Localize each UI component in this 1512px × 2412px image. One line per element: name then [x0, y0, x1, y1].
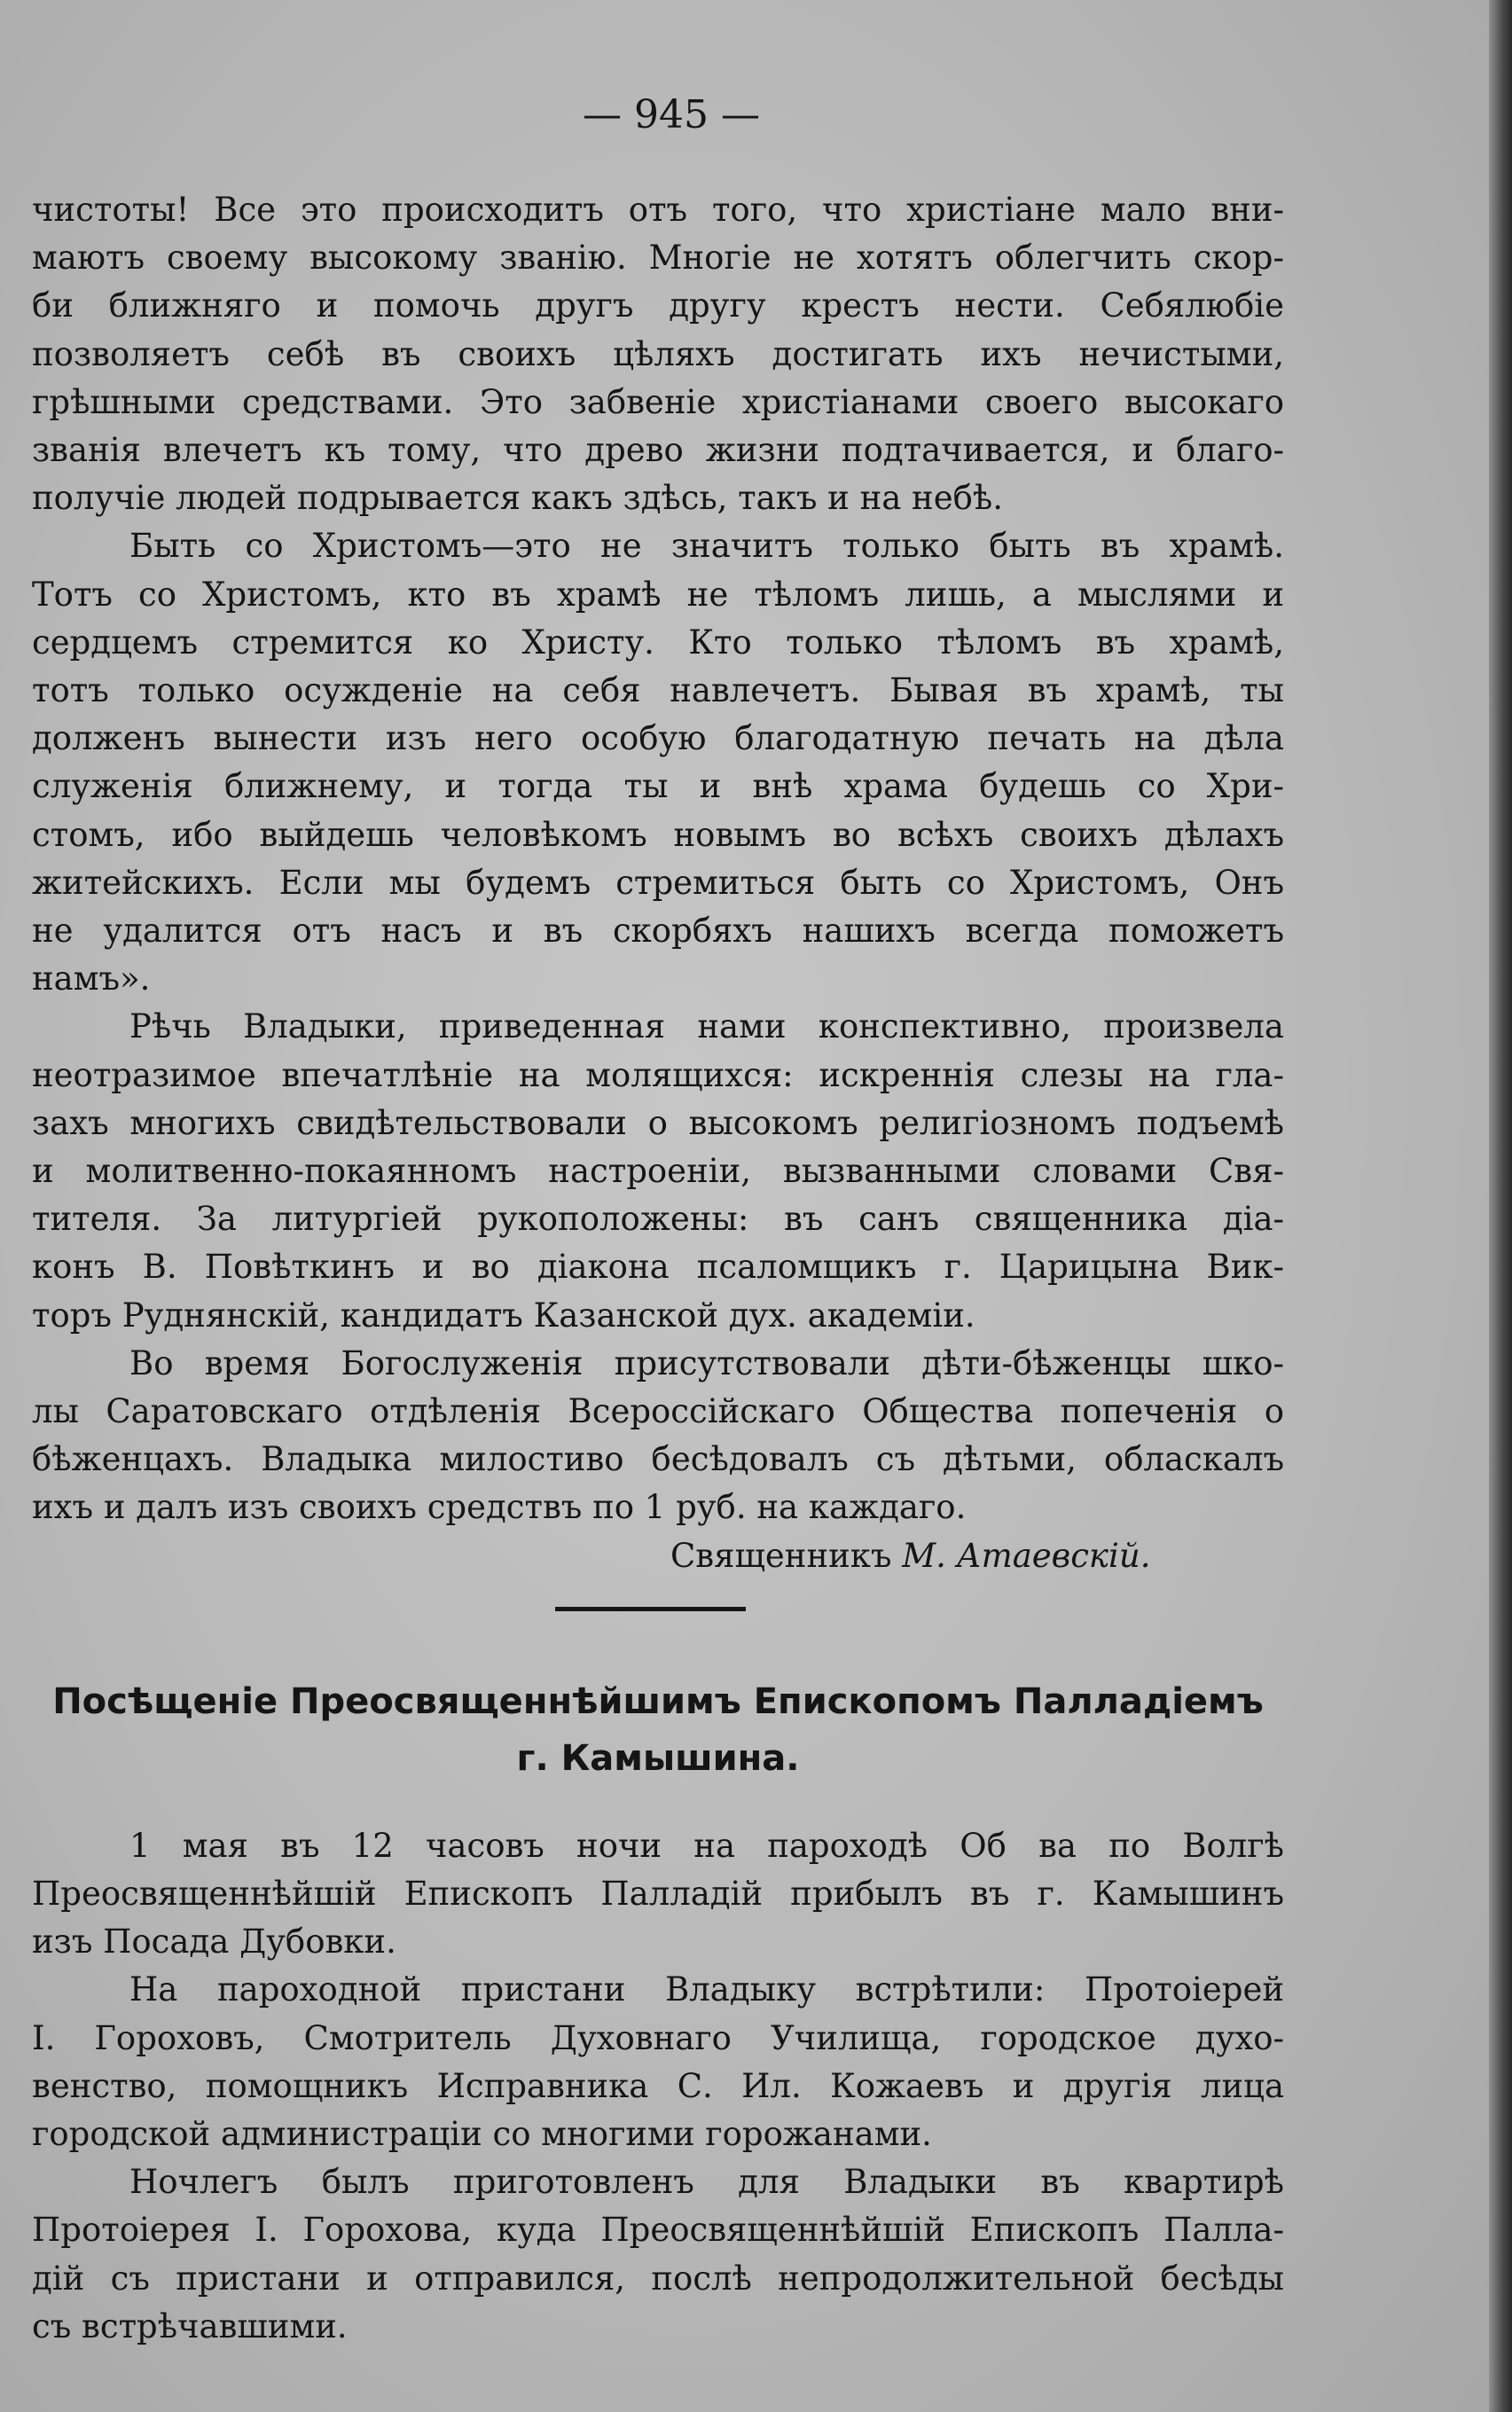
text-line: би ближняго и помочь другъ другу крестъ нести. Себялюбiе — [32, 286, 1284, 325]
text-line: городской администрацiи со многими горожанами. — [32, 2114, 932, 2153]
page-number: — 945 — — [583, 92, 760, 137]
article-title — [32, 1673, 1284, 1787]
article-title-line: Посѣщенiе Преосвященнѣйшимъ Епископомъ Палладiемъ — [52, 1680, 1264, 1722]
paragraph — [32, 186, 1284, 522]
paragraph — [32, 1966, 1284, 2158]
text-line: долженъ вынести изъ него особую благодатную печать на дѣла — [32, 719, 1284, 758]
signature — [32, 1532, 1284, 1580]
text-line: лы Саратовскаго отдѣленiя Всероссiйскаго Общества попеченiя о — [32, 1392, 1284, 1431]
text-line: и молитвенно-покаянномъ настроенiи, вызванными словами Свя- — [32, 1152, 1284, 1191]
text-line: Преосвященнѣйшiй Епископъ Палладiй прибылъ въ г. Камышинъ — [32, 1874, 1284, 1913]
paragraph — [32, 1003, 1284, 1339]
paragraph — [32, 1822, 1284, 1967]
page-content — [32, 89, 1284, 2351]
signature-title: Священникъ — [670, 1536, 892, 1575]
page-edge-shadow — [1489, 0, 1512, 2412]
paragraph — [32, 1340, 1284, 1532]
text-line: намъ». — [32, 959, 151, 998]
text-line: позволяетъ себѣ въ своихъ цѣляхъ достигать ихъ нечистыми, — [32, 334, 1284, 373]
article-continuation — [32, 186, 1284, 1532]
text-line: дiй съ пристани и отправился, послѣ непродолжительной бесѣды — [32, 2259, 1284, 2298]
text-line: венство, помощникъ Исправника С. Ил. Кожаевъ и другiя лица — [32, 2066, 1284, 2105]
text-line: тителя. За литургiей рукоположены: въ санъ священника дiа- — [32, 1200, 1284, 1239]
text-line: Протоiерея I. Горохова, куда Преосвященнѣйшiй Епископъ Палла- — [32, 2211, 1284, 2250]
text-line: Рѣчь Владыки, приведенная нами конспективно, произвела — [129, 1007, 1284, 1046]
text-line: Быть со Христомъ—это не значитъ только быть въ храмѣ. — [129, 527, 1284, 566]
text-line: званiя влечетъ къ тому, что древо жизни подтачивается, и благо- — [32, 431, 1284, 470]
paragraph — [32, 522, 1284, 1003]
text-line: маютъ своему высокому званiю. Многiе не хотятъ облегчить скор- — [32, 239, 1284, 278]
signature-author: М. Атаевскiй. — [902, 1536, 1151, 1575]
text-line: I. Гороховъ, Смотритель Духовнаго Училища, городское духо- — [32, 2018, 1284, 2057]
text-line: грѣшными средствами. Это забвенiе христiанами своего высокаго — [32, 382, 1284, 421]
text-line: конъ В. Повѣткинъ и во дiакона псаломщикъ г. Царицына Вик- — [32, 1248, 1284, 1287]
text-line: ихъ и далъ изъ своихъ средствъ по 1 руб. на каждаго. — [32, 1488, 967, 1527]
text-line: 1 мая въ 12 часовъ ночи на пароходѣ Об ва по Волгѣ — [129, 1826, 1284, 1865]
text-line: Ночлегъ былъ приготовленъ для Владыки въ квартирѣ — [129, 2163, 1284, 2202]
text-line: не удалится отъ насъ и въ скорбяхъ нашихъ всегда поможетъ — [32, 912, 1284, 951]
text-line: Тотъ со Христомъ, кто въ храмѣ не тѣломъ лишь, а мыслями и — [32, 575, 1284, 614]
text-line: неотразимое впечатлѣнiе на молящихся: искреннiя слезы на гла- — [32, 1055, 1284, 1094]
text-line: На пароходной пристани Владыку встрѣтили: Протоiерей — [129, 1970, 1284, 2009]
text-line: бѣженцахъ. Владыка милостиво бесѣдовалъ съ дѣтьми, обласкалъ — [32, 1440, 1284, 1479]
text-line: житейскихъ. Если мы будемъ стремиться быть со Христомъ, Онъ — [32, 863, 1284, 902]
text-line: сердцемъ стремится ко Христу. Кто только тѣломъ въ храмѣ, — [32, 623, 1284, 662]
text-line: изъ Посада Дубовки. — [32, 1923, 396, 1962]
text-line: торъ Руднянскiй, кандидатъ Казанской дух. академiи. — [32, 1296, 975, 1335]
text-line: чистоты! Все это происходитъ отъ того, что христiане мало вни- — [32, 191, 1284, 229]
text-line: получiе людей подрывается какъ здѣсь, такъ и на небѣ. — [32, 479, 1003, 518]
text-line: захъ многихъ свидѣтельствовали о высокомъ религiозномъ подъемѣ — [32, 1103, 1284, 1142]
section-divider — [555, 1607, 746, 1611]
paragraph — [32, 2158, 1284, 2351]
text-line: тотъ только осужденiе на себя навлечетъ. Бывая въ храмѣ, ты — [32, 671, 1284, 710]
text-line: стомъ, ибо выйдешь человѣкомъ новымъ во всѣхъ своихъ дѣлахъ — [32, 815, 1284, 854]
text-line: съ встрѣчавшими. — [32, 2306, 348, 2345]
article-title-line: г. Камышина. — [516, 1737, 800, 1779]
article-body — [32, 1822, 1284, 2351]
text-line: Во время Богослуженiя присутствовали дѣти-бѣженцы шко- — [129, 1343, 1284, 1382]
text-line: служенiя ближнему, и тогда ты и внѣ храма будешь со Хри- — [32, 767, 1284, 806]
